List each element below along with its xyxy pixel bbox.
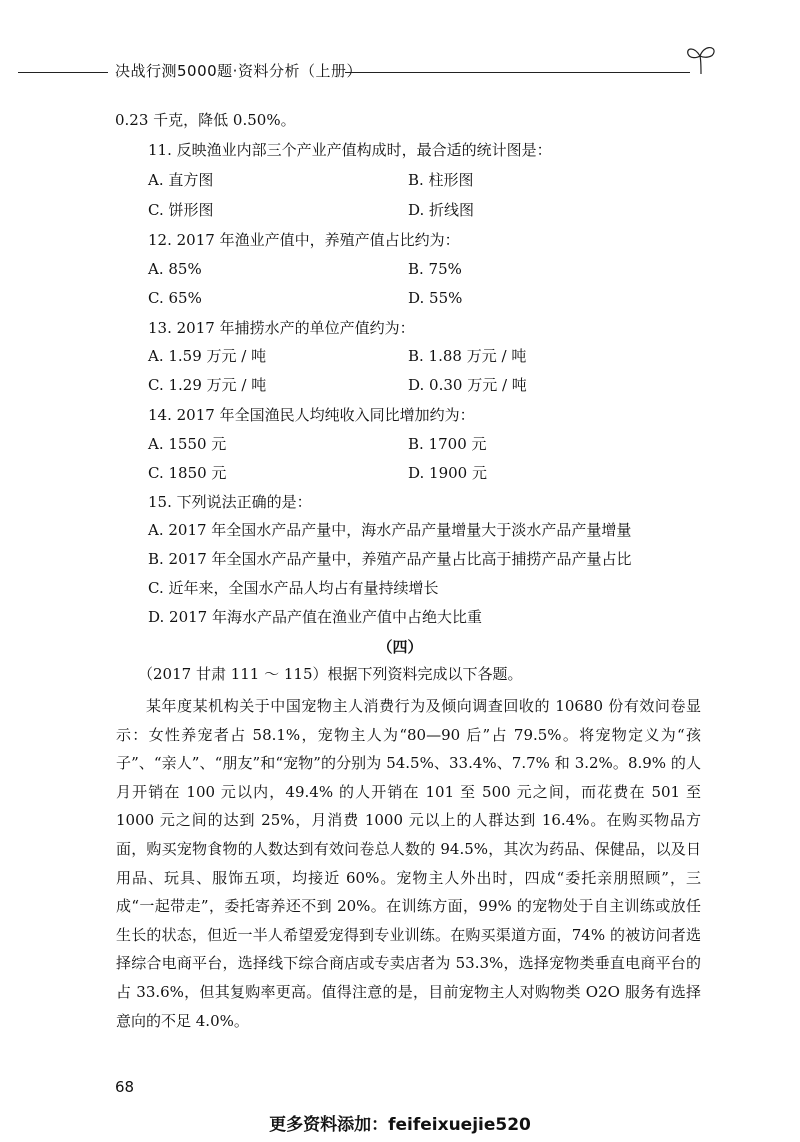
q13-option-d: D. 0.30 万元 / 吨 [408,376,527,394]
question-13-stem: 13. 2017 年捕捞水产的单位产值约为： [148,319,415,337]
q12-option-b: B. 75% [408,260,462,278]
q11-option-c: C. 饼形图 [148,201,214,219]
carryover-line: 0.23 千克，降低 0.50%。 [115,111,296,129]
question-15-stem: 15. 下列说法正确的是： [148,493,312,511]
q14-option-c: C. 1850 元 [148,464,227,482]
q11-option-b: B. 柱形图 [408,171,474,189]
book-title: 决战行测5000题·资料分析（上册） [115,62,362,80]
q12-option-d: D. 55% [408,289,463,307]
q14-option-b: B. 1700 元 [408,435,487,453]
q13-option-c: C. 1.29 万元 / 吨 [148,376,267,394]
footer-note: 更多资料添加：feifeixuejie520 [269,1115,531,1135]
q12-option-c: C. 65% [148,289,202,307]
material-paragraph: 某年度某机构关于中国宠物主人消费行为及倾向调查回收的 10680 份有效问卷显示：女性养宠者占 58.1%，宠物主人为“80—90 后”占 79.5%。将宠物定义为“孩子”、“亲人”、“朋友”和“宠物”的分别为 54.5%、33.4%、7.7% 和 3.2%。8.9% 的人月开销在 100 元以内，49.4% 的人开销在 101 至 500 元之间，而花费在 501 至 1000 元之间的达到 25%，月消费 1000 元以上的人群达到 16.4%。在购买物品方面，购买宠物食物的人数达到有效问卷总人数的 94.5%，其次为药品、保健品，以及日用品、玩具、服饰五项，均接近 60%。宠物主人外出时，四成“委托亲朋照顾”，三成“一起带走”，委托寄养还不到 20%。在训练方面，99% 的宠物处于自主训练或放任生长的状态，但近一半人希望爱宠得到专业训练。在购买渠道方面，74% 的被访问者选择综合电商平台，选择线下综合商店或专卖店者为 53.3%，选择宠物类垂直电商平台的占 33.6%，但其复购率更高。值得注意的是，目前宠物主人对购物类 O2O 服务有选择意向的不足 4.0%。 [116,697,701,1030]
q15-option-a: A. 2017 年全国水产品产量中，海水产品产量增量大于淡水产品产量增量 [148,521,632,539]
running-header [0,58,800,88]
question-11-stem: 11. 反映渔业内部三个产业产值构成时，最合适的统计图是： [148,141,552,159]
header-rule-left [18,72,108,73]
q15-option-b: B. 2017 年全国水产品产量中，养殖产品产量占比高于捕捞产品产量占比 [148,550,632,568]
page-number: 68 [115,1078,135,1096]
q13-option-b: B. 1.88 万元 / 吨 [408,347,527,365]
q13-option-a: A. 1.59 万元 / 吨 [148,347,267,365]
q15-option-c: C. 近年来，全国水产品人均占有量持续增长 [148,579,439,597]
section-heading: （四） [377,638,423,656]
question-12-stem: 12. 2017 年渔业产值中，养殖产值占比约为： [148,231,460,249]
q14-option-d: D. 1900 元 [408,464,487,482]
q15-option-d: D. 2017 年海水产品产值在渔业产值中占绝大比重 [148,608,482,626]
sprout-icon [684,42,718,76]
q11-option-d: D. 折线图 [408,201,475,219]
section-source: （2017 甘肃 111 ～ 115）根据下列资料完成以下各题。 [138,665,523,683]
question-14-stem: 14. 2017 年全国渔民人均纯收入同比增加约为： [148,406,475,424]
header-rule-right [345,72,690,73]
q12-option-a: A. 85% [148,260,202,278]
q14-option-a: A. 1550 元 [148,435,227,453]
q11-option-a: A. 直方图 [148,171,214,189]
